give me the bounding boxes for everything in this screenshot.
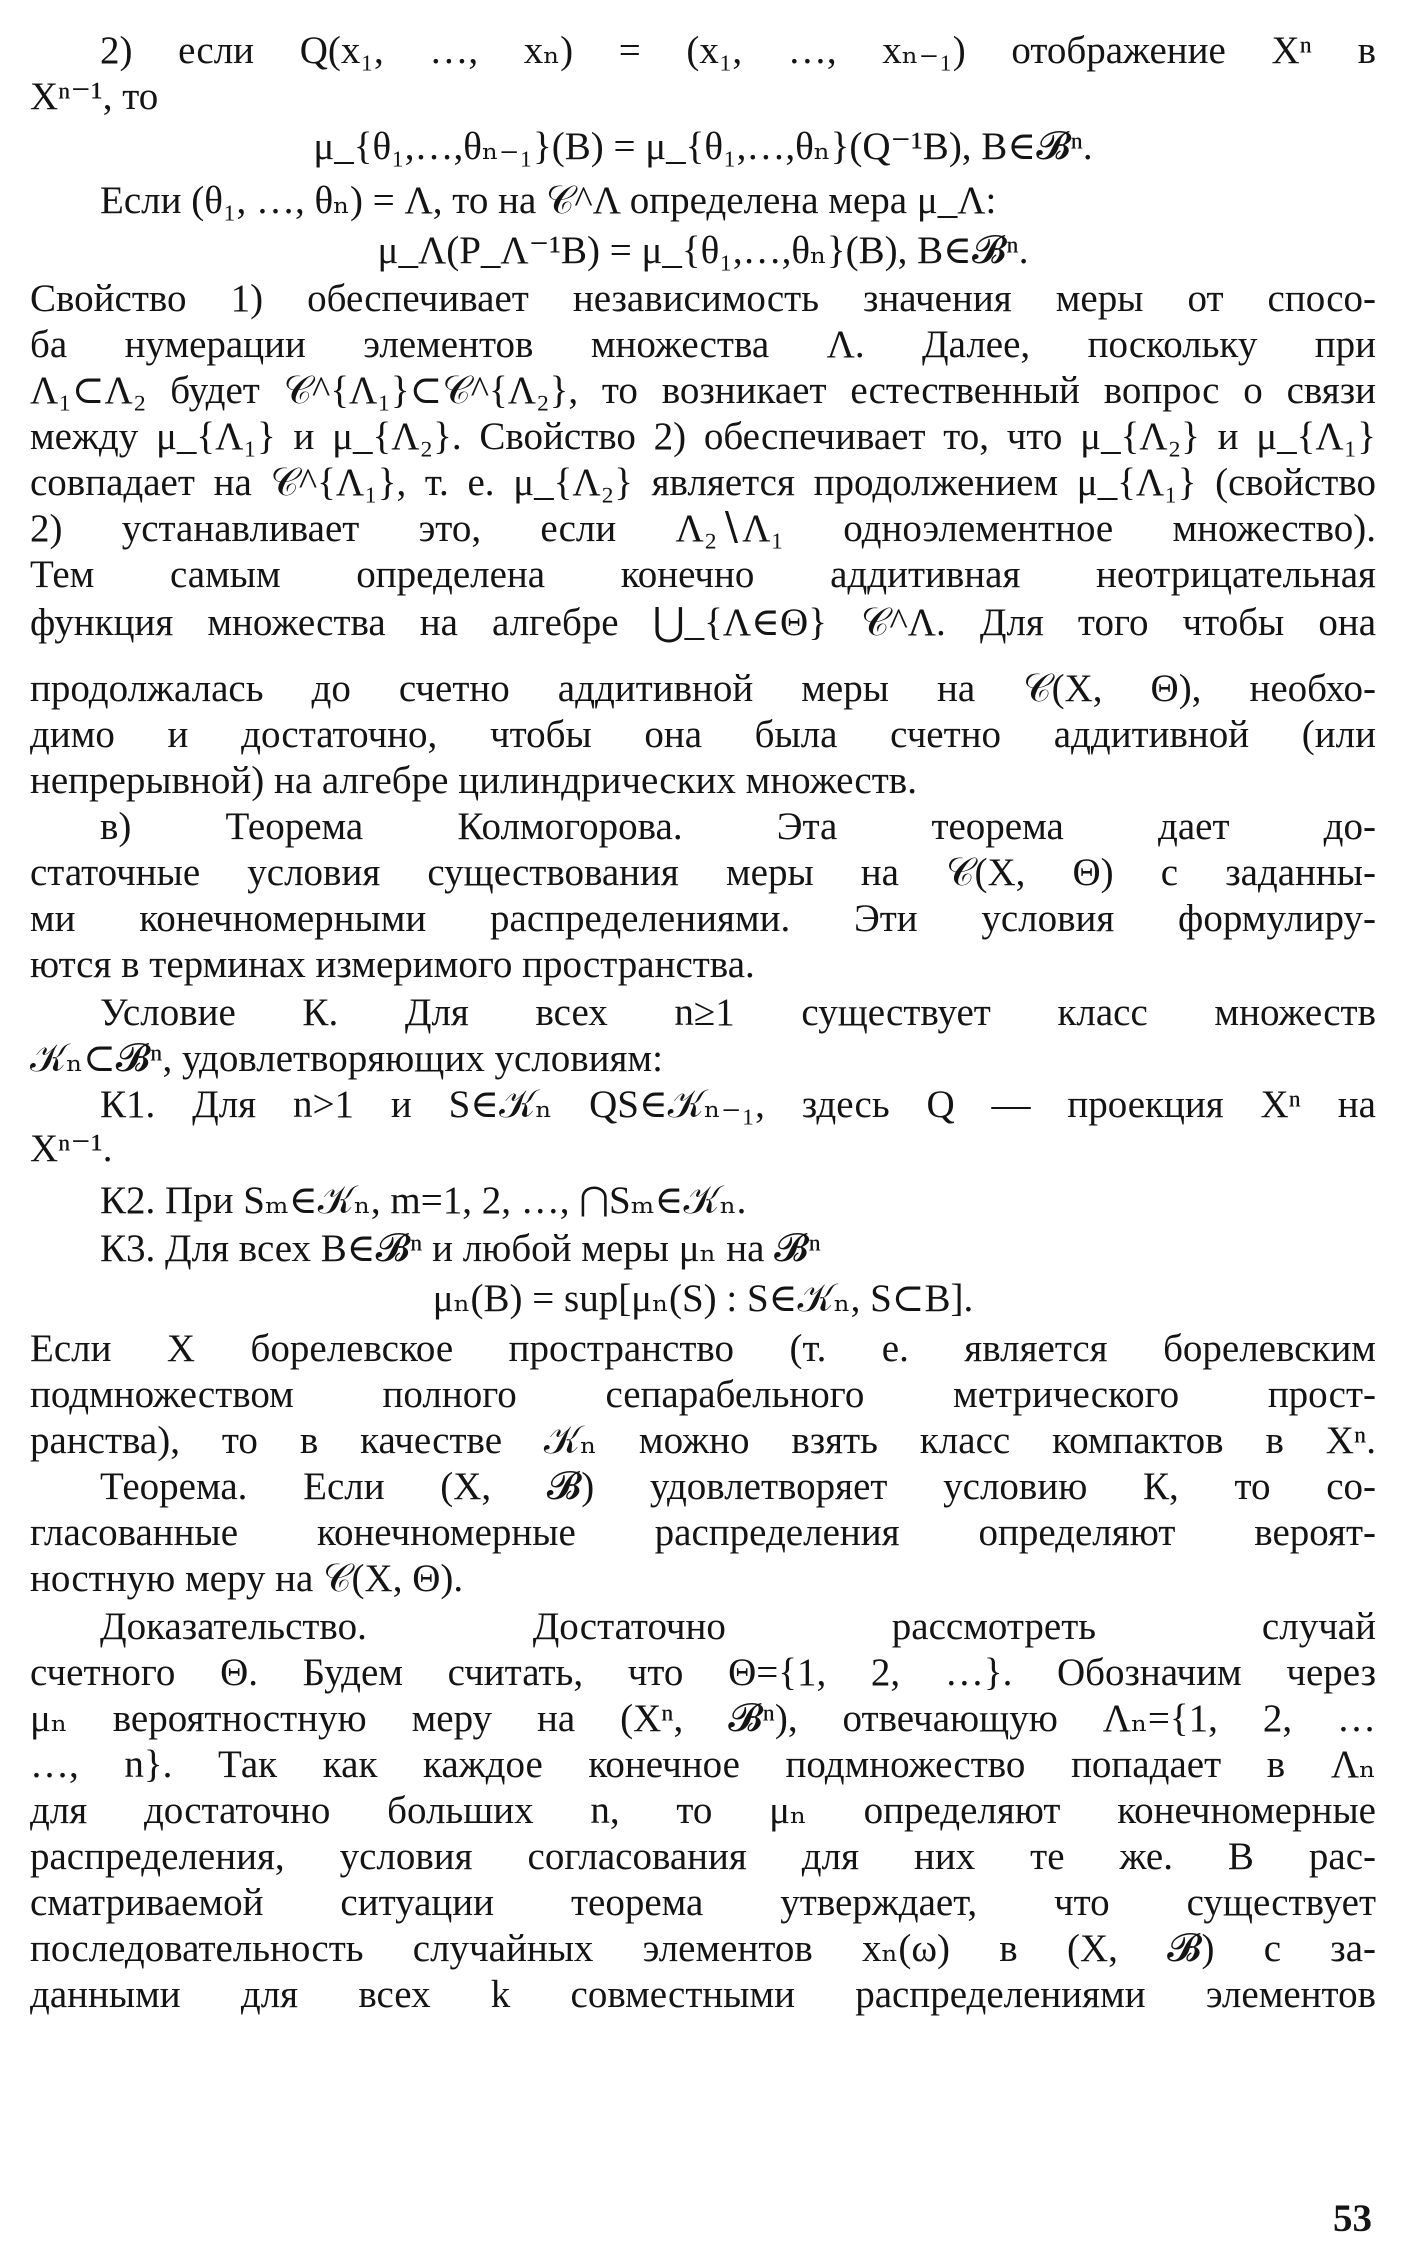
text-line: μₙ вероятностную меру на (Xⁿ, 𝓑ⁿ), отвечающую Λₙ={1, 2, … [30,1697,1376,1740]
text-line: Xⁿ⁻¹. [30,1127,113,1170]
text-line: Если (θ₁, …, θₙ) = Λ, то на 𝒞^Λ определена мера μ_Λ: [100,179,997,222]
text-line: димо и достаточно, чтобы она была счетно аддитивной (или [30,713,1376,756]
text-line: ба нумерации элементов множества Λ. Далее, поскольку при [30,323,1376,366]
text-line: непрерывной) на алгебре цилиндрических множеств. [30,759,917,802]
text-line: гласованные конечномерные распределения определяют вероят- [30,1511,1376,1554]
text-line: К3. Для всех B∈𝓑ⁿ и любой меры μₙ на 𝓑ⁿ [100,1227,821,1270]
text-line: функция множества на алгебре ⋃_{Λ∈Θ} 𝒞^Λ. Для того чтобы она [30,601,1376,644]
text-line: Доказательство. Достаточно рассмотреть случай [100,1605,1376,1648]
text-line: совпадает на 𝒞^{Λ₁}, т. е. μ_{Λ₂} является продолжением μ_{Λ₁} (свойство [30,461,1376,504]
text-line: ми конечномерными распределениями. Эти условия формулиру- [30,897,1376,940]
text-line: Условие К. Для всех n≥1 существует класс множеств [100,991,1376,1034]
formula-line: μ_{θ₁,…,θₙ₋₁}(B) = μ_{θ₁,…,θₙ}(Q⁻¹B), B∈𝓑ⁿ. [313,125,1093,168]
text-line: в) Теорема Колмогорова. Эта теорема дает до- [100,805,1376,848]
text-line: ранства), то в качестве 𝒦ₙ можно взять класс компактов в Xⁿ. [30,1419,1376,1462]
text-line: между μ_{Λ₁} и μ_{Λ₂}. Свойство 2) обеспечивает то, что μ_{Λ₂} и μ_{Λ₁} [30,415,1376,458]
text-line: 𝒦ₙ⊂𝓑ⁿ, удовлетворяющих условиям: [30,1037,663,1080]
text-line: Тем самым определена конечно аддитивная неотрицательная [30,553,1376,596]
text-line: сматриваемой ситуации теорема утверждает, что существует [30,1881,1376,1924]
page-number: 53 [1333,2197,1372,2240]
text-line: К2. При Sₘ∈𝒦ₙ, m=1, 2, …, ⋂Sₘ∈𝒦ₙ. [100,1179,747,1222]
text-line: данными для всех k совместными распределениями элементов [30,1973,1376,2016]
text-line: 2) устанавливает это, если Λ₂∖Λ₁ одноэлементное множество). [30,507,1376,550]
text-line: Λ₁⊂Λ₂ будет 𝒞^{Λ₁}⊂𝒞^{Λ₂}, то возникает естественный вопрос о связи [30,369,1376,412]
text-line: Если X борелевское пространство (т. е. является борелевским [30,1327,1376,1370]
text-line: продолжалась до счетно аддитивной меры на 𝒞(X, Θ), необхо- [30,667,1376,710]
text-line: ностную меру на 𝒞(X, Θ). [30,1557,464,1600]
text-line: распределения, условия согласования для них те же. В рас- [30,1835,1376,1878]
text-line: ются в терминах измеримого пространства. [30,943,755,986]
text-line: 2) если Q(x₁, …, xₙ) = (x₁, …, xₙ₋₁) отображение Xⁿ в [100,29,1376,72]
text-line: счетного Θ. Будем считать, что Θ={1, 2, …}. Обозначим через [30,1651,1376,1694]
text-line: Xⁿ⁻¹, то [30,75,159,118]
text-line: подмножеством полного сепарабельного метрического прост- [30,1373,1376,1416]
formula-line: μₙ(B) = sup[μₙ(S) : S∈𝒦ₙ, S⊂B]. [432,1277,974,1320]
formula-line: μ_Λ(P_Λ⁻¹B) = μ_{θ₁,…,θₙ}(B), B∈𝓑ⁿ. [377,229,1029,272]
text-line: для достаточно больших n, то μₙ определяют конечномерные [30,1789,1376,1832]
text-line: Свойство 1) обеспечивает независимость значения меры от спосо- [30,277,1376,320]
text-line: …, n}. Так как каждое конечное подмножество попадает в Λₙ [30,1743,1376,1786]
text-line: статочные условия существования меры на 𝒞(X, Θ) с заданны- [30,851,1376,894]
text-line: последовательность случайных элементов xₙ(ω) в (X, 𝓑) с за- [30,1927,1376,1970]
text-line: Теорема. Если (X, 𝓑) удовлетворяет условию К, то со- [100,1465,1376,1508]
text-line: К1. Для n>1 и S∈𝒦ₙ QS∈𝒦ₙ₋₁, здесь Q — проекция Xⁿ на [100,1083,1376,1126]
